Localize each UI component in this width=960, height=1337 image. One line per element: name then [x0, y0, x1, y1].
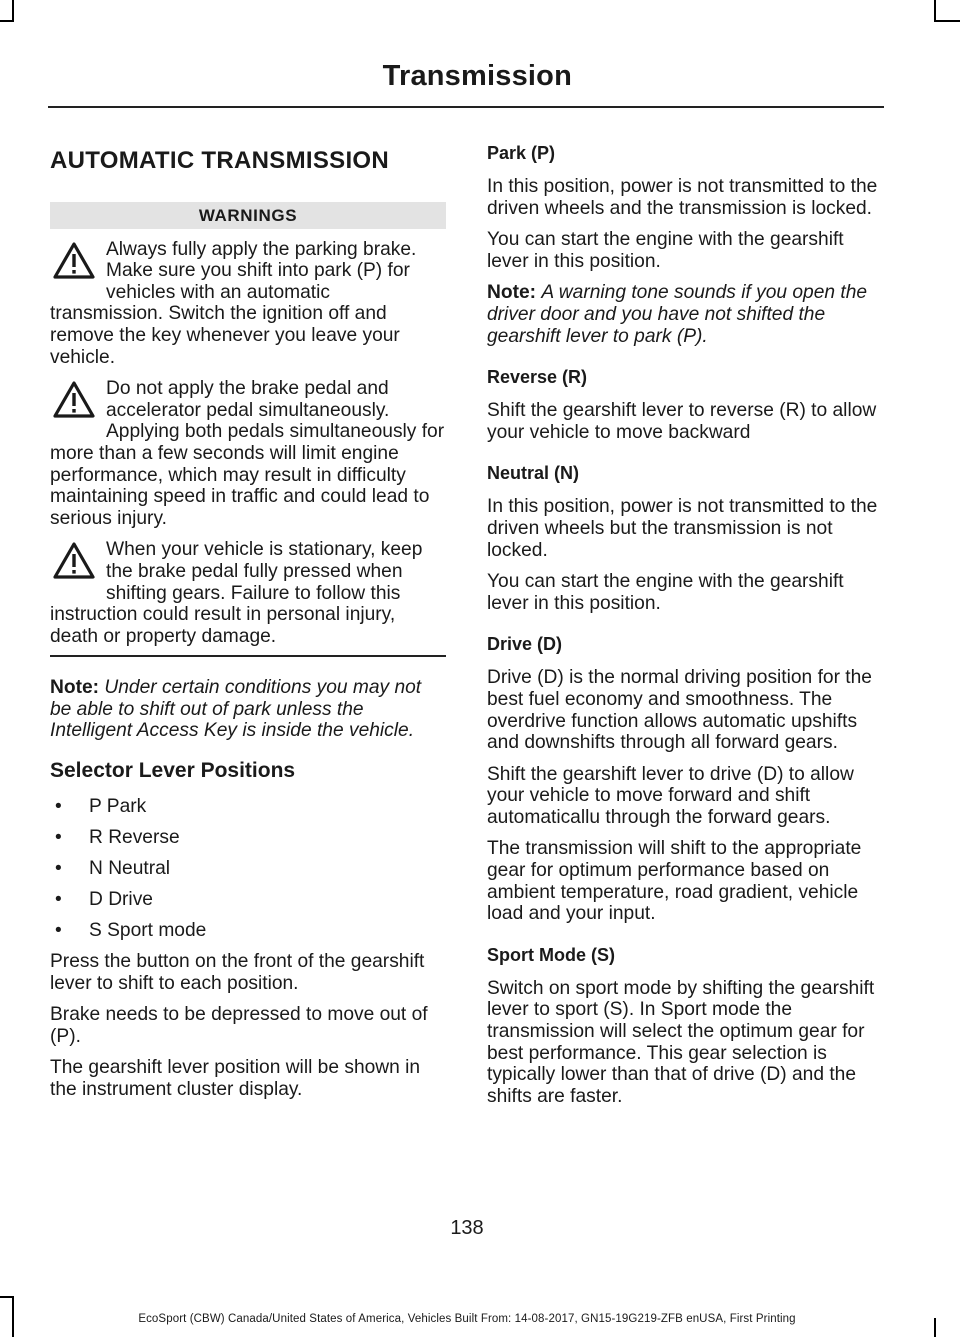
list-item-text: S Sport mode	[89, 920, 207, 941]
crop-mark	[0, 1296, 14, 1298]
list-item	[50, 827, 446, 849]
warning-item	[50, 539, 446, 647]
section-title: AUTOMATIC TRANSMISSION	[50, 147, 390, 174]
paragraph: The transmission will shift to the appropriate gear for optimum performance based on ambient temperature, road gradient, vehicle load and your input.	[487, 838, 862, 925]
warnings-divider	[50, 655, 446, 657]
crop-mark	[934, 20, 960, 22]
warning-triangle-icon	[52, 380, 106, 440]
footer-text: EcoSport (CBW) Canada/United States of America, Vehicles Built From: 14-08-2017, GN15-19G219-ZFB enUSA, First Printing	[138, 1313, 796, 1325]
crop-mark	[12, 0, 14, 20]
note-label: Note:	[50, 677, 100, 699]
bullet: •	[55, 827, 62, 849]
paragraph: In this position, power is not transmitted to the driven wheels but the transmission is not locked.	[487, 496, 878, 561]
right-column	[487, 142, 883, 1117]
selector-heading: Selector Lever Positions	[50, 759, 296, 783]
sport-heading: Sport Mode (S)	[487, 944, 615, 965]
paragraph: Drive (D) is the normal driving position for the best fuel economy and smoothness. The overdrive function allows automatic upshifts and downshifts through all forward gears.	[487, 667, 872, 754]
warnings-header: WARNINGS	[50, 202, 446, 229]
list-item	[50, 796, 446, 818]
crop-mark	[934, 0, 936, 20]
crop-mark	[0, 20, 14, 22]
warnings-box	[50, 202, 446, 657]
left-column	[50, 142, 446, 1111]
list-item	[50, 889, 446, 911]
paragraph: Brake needs to be depressed to move out of (P).	[50, 1004, 428, 1047]
paragraph: Switch on sport mode by shifting the gearshift lever to sport (S). In Sport mode the transmission will select the optimum gear for best performance. This gear selection is typically lower than that of drive (D) and the shifts are faster.	[487, 977, 875, 1107]
bullet: •	[55, 889, 62, 911]
header-divider	[48, 106, 884, 108]
park-heading: Park (P)	[487, 143, 556, 163]
note	[487, 282, 883, 347]
warning-text: When your vehicle is stationary, keep the brake pedal fully pressed when shifting gears. Failure to follow this instruction could result in personal injury, death or property damage.	[50, 539, 423, 647]
list-item-text: P Park	[89, 796, 147, 818]
list-item	[50, 858, 446, 880]
list-item-text: N Neutral	[89, 858, 171, 880]
paragraph: In this position, power is not transmitted to the driven wheels and the transmission is locked.	[487, 176, 878, 219]
bullet: •	[55, 796, 62, 818]
note-text: A warning tone sounds if you open the driver door and you have not shifted the gearshift lever to park (P).	[487, 282, 868, 347]
list-item-text: D Drive	[89, 889, 153, 911]
warning-text: Do not apply the brake pedal and accelerator pedal simultaneously. Applying both pedals simultaneously for more than a few seconds will limit engine performance, which may result in difficulty maintaining speed in traffic and could lead to serious injury.	[50, 378, 445, 529]
note	[50, 677, 446, 742]
bullet: •	[55, 920, 62, 941]
warning-item	[50, 378, 446, 529]
page-number: 138	[450, 1217, 484, 1239]
warning-item	[50, 239, 446, 369]
list-item	[50, 920, 446, 942]
neutral-heading: Neutral (N)	[487, 463, 580, 484]
note-text: Under certain conditions you may not be able to shift out of park unless the Intelligent Access Key is inside the vehicle.	[50, 677, 422, 742]
drive-heading: Drive (D)	[487, 634, 563, 655]
paragraph: You can start the engine with the gearshift lever in this position.	[487, 229, 844, 272]
warning-triangle-icon	[52, 541, 106, 601]
page-header-title: Transmission	[382, 60, 572, 92]
paragraph: The gearshift lever position will be shown in the instrument cluster display.	[50, 1057, 421, 1100]
bullet: •	[55, 858, 62, 880]
paragraph: Shift the gearshift lever to reverse (R) to allow your vehicle to move backward	[487, 400, 877, 443]
selector-positions-list	[50, 796, 446, 942]
warning-text: Always fully apply the parking brake. Make sure you shift into park (P) for vehicles with an automatic transmission. Switch the ignition off and remove the key whenever you leave your vehicle.	[50, 238, 417, 368]
warning-triangle-icon	[52, 241, 106, 301]
paragraph: Press the button on the front of the gearshift lever to shift to each position.	[50, 950, 425, 994]
reverse-heading: Reverse (R)	[487, 367, 588, 388]
note-label: Note:	[487, 282, 537, 304]
crop-mark	[934, 1318, 936, 1337]
paragraph: Shift the gearshift lever to drive (D) to allow your vehicle to move forward and shift automaticallu through the forward gears.	[487, 763, 854, 828]
paragraph: You can start the engine with the gearshift lever in this position.	[487, 571, 844, 614]
list-item-text: R Reverse	[89, 827, 180, 849]
